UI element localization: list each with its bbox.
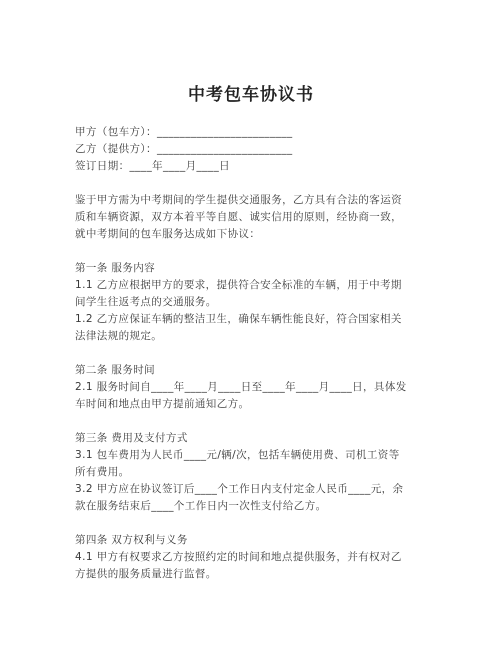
clause-line: 3.2 甲方应在协议签订后____个工作日内支付定金人民币____元，余 xyxy=(75,483,404,495)
clause-line: 法律法规的规定。 xyxy=(75,330,163,342)
section-heading: 第三条 费用及支付方式 xyxy=(75,432,188,444)
clause-line: 3.1 包车费用为人民币____元/辆/次，包括车辆使用费、司机工资等 xyxy=(75,449,400,461)
clause-line: 款在服务结束后____个工作日内一次性支付给乙方。 xyxy=(75,500,327,512)
document-title: 中考包车协议书 xyxy=(188,85,314,105)
section-heading: 第二条 服务时间 xyxy=(75,364,156,376)
section-heading: 第一条 服务内容 xyxy=(75,262,156,274)
section-heading: 第四条 双方权利与义务 xyxy=(75,534,188,546)
clause-line: 1.2 乙方应保证车辆的整洁卫生，确保车辆性能良好，符合国家相关 xyxy=(75,313,402,325)
party-a-field: 甲方（包车方）：________________________ xyxy=(75,126,293,138)
clause-line: 4.1 甲方有权要求乙方按照约定的时间和地点提供服务，并有权对乙 xyxy=(75,551,402,563)
clause-line: 车时间和地点由甲方提前通知乙方。 xyxy=(75,398,250,410)
intro-line: 鉴于甲方需为中考期间的学生提供交通服务，乙方具有合法的客运资 xyxy=(75,194,402,206)
clause-line: 1.1 乙方应根据甲方的要求，提供符合安全标准的车辆，用于中考期 xyxy=(75,279,402,291)
clause-line: 方提供的服务质量进行监督。 xyxy=(75,568,217,580)
party-b-field: 乙方（提供方）：________________________ xyxy=(75,143,293,155)
clause-line: 所有费用。 xyxy=(75,466,130,478)
clause-line: 间学生往返考点的交通服务。 xyxy=(75,296,217,308)
signing-date-field: 签订日期：____年____月____日 xyxy=(75,160,230,172)
clause-line: 2.1 服务时间自____年____月____日至____年____月____日，具体发 xyxy=(75,381,407,393)
intro-line: 就中考期间的包车服务达成如下协议： xyxy=(75,228,261,240)
intro-line: 质和车辆资源，双方本着平等自愿、诚实信用的原则，经协商一致， xyxy=(75,211,402,223)
